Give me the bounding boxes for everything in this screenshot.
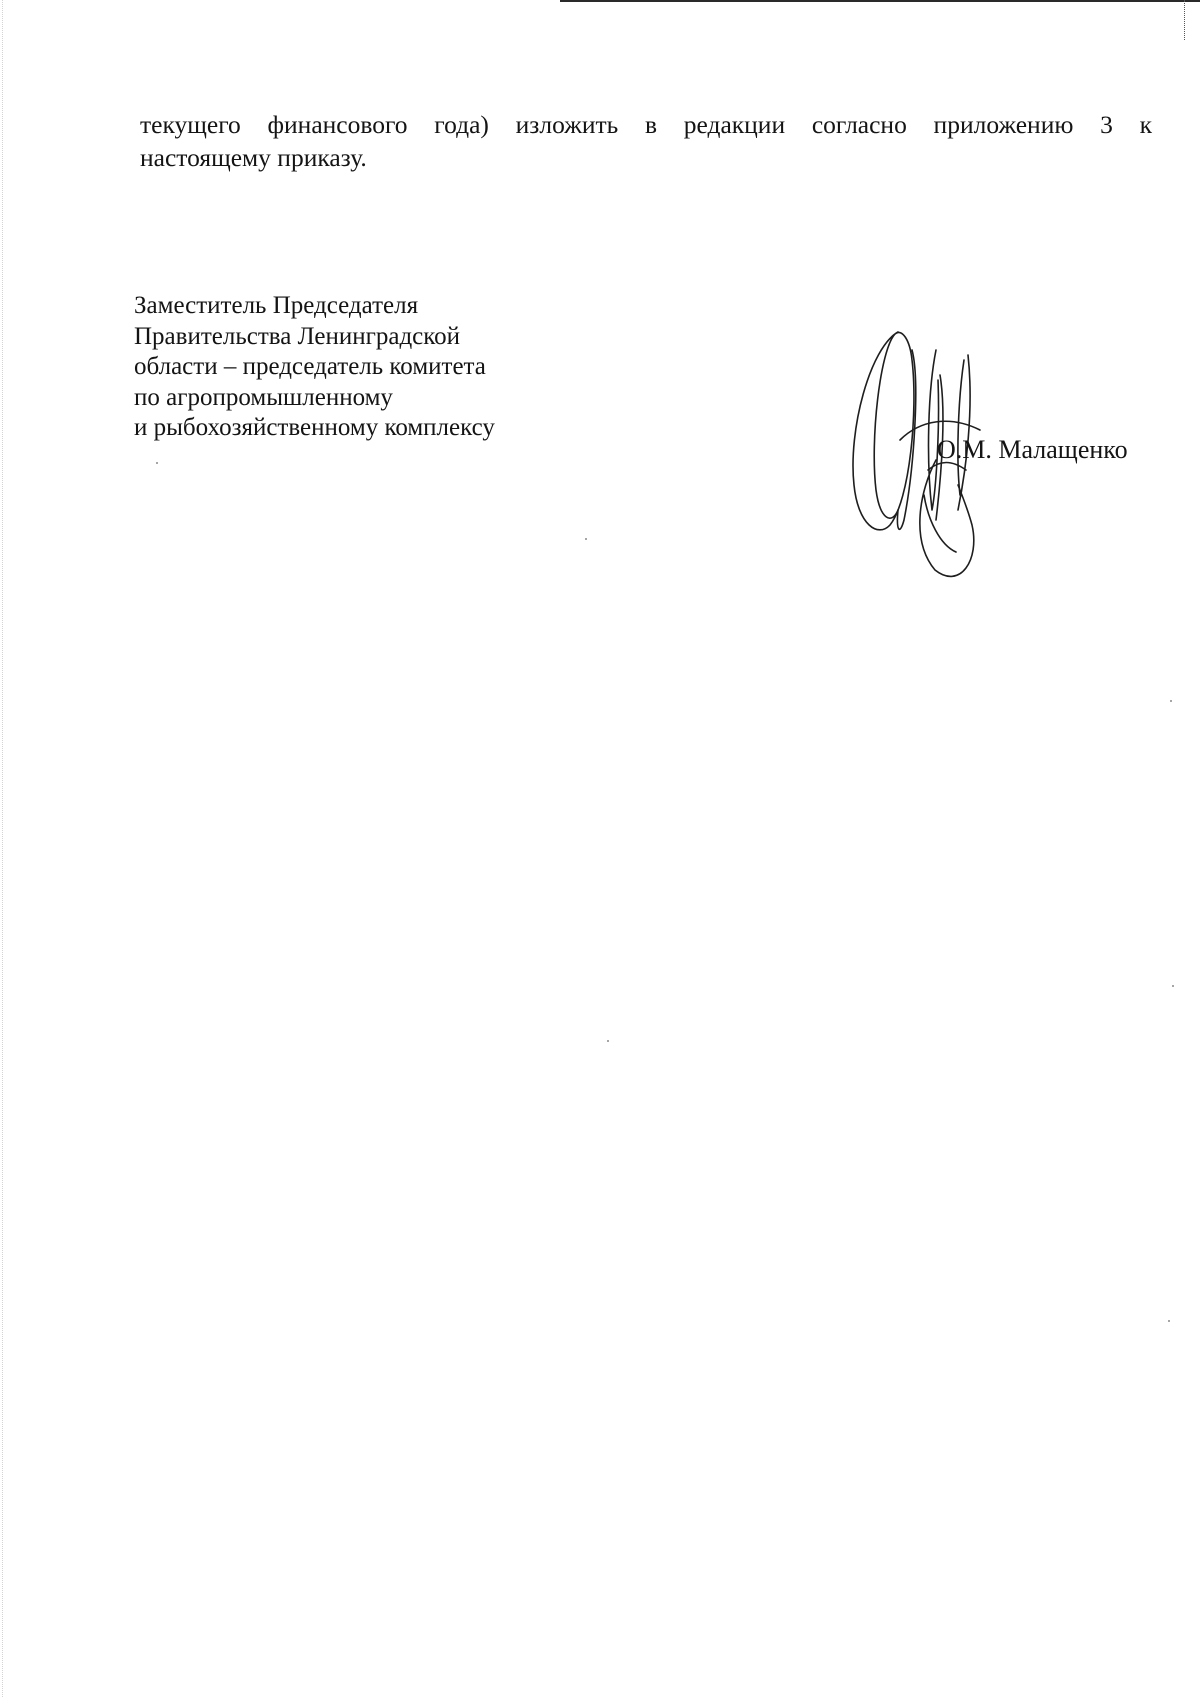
scan-speck <box>1170 700 1172 702</box>
scan-speck <box>1168 1320 1170 1322</box>
scan-left-edge <box>2 0 4 1697</box>
scan-top-edge <box>560 0 1200 2</box>
signatory-title-block <box>134 291 495 444</box>
scan-speck <box>585 538 587 540</box>
signer-name: О.М. Малащенко <box>937 435 1128 464</box>
paragraph-line-1: текущего финансового года) изложить в редакции согласно приложению 3 к <box>140 110 1152 139</box>
scan-right-edge <box>1184 0 1188 40</box>
signatory-title-line: по агропромышленному <box>134 383 393 411</box>
signatory-title-line: Заместитель Председателя <box>134 292 419 319</box>
body-paragraph <box>140 108 1152 174</box>
scan-speck <box>1172 985 1174 987</box>
signatory-title-line: Правительства Ленинградской <box>134 322 461 350</box>
scan-speck <box>607 1040 609 1042</box>
signatory-title-line: области – председатель комитета <box>134 353 486 380</box>
paragraph-line-2: настоящему приказу. <box>140 143 367 172</box>
signatory-title-line: и рыбохозяйственному комплексу <box>134 414 495 441</box>
scan-speck <box>156 462 158 464</box>
